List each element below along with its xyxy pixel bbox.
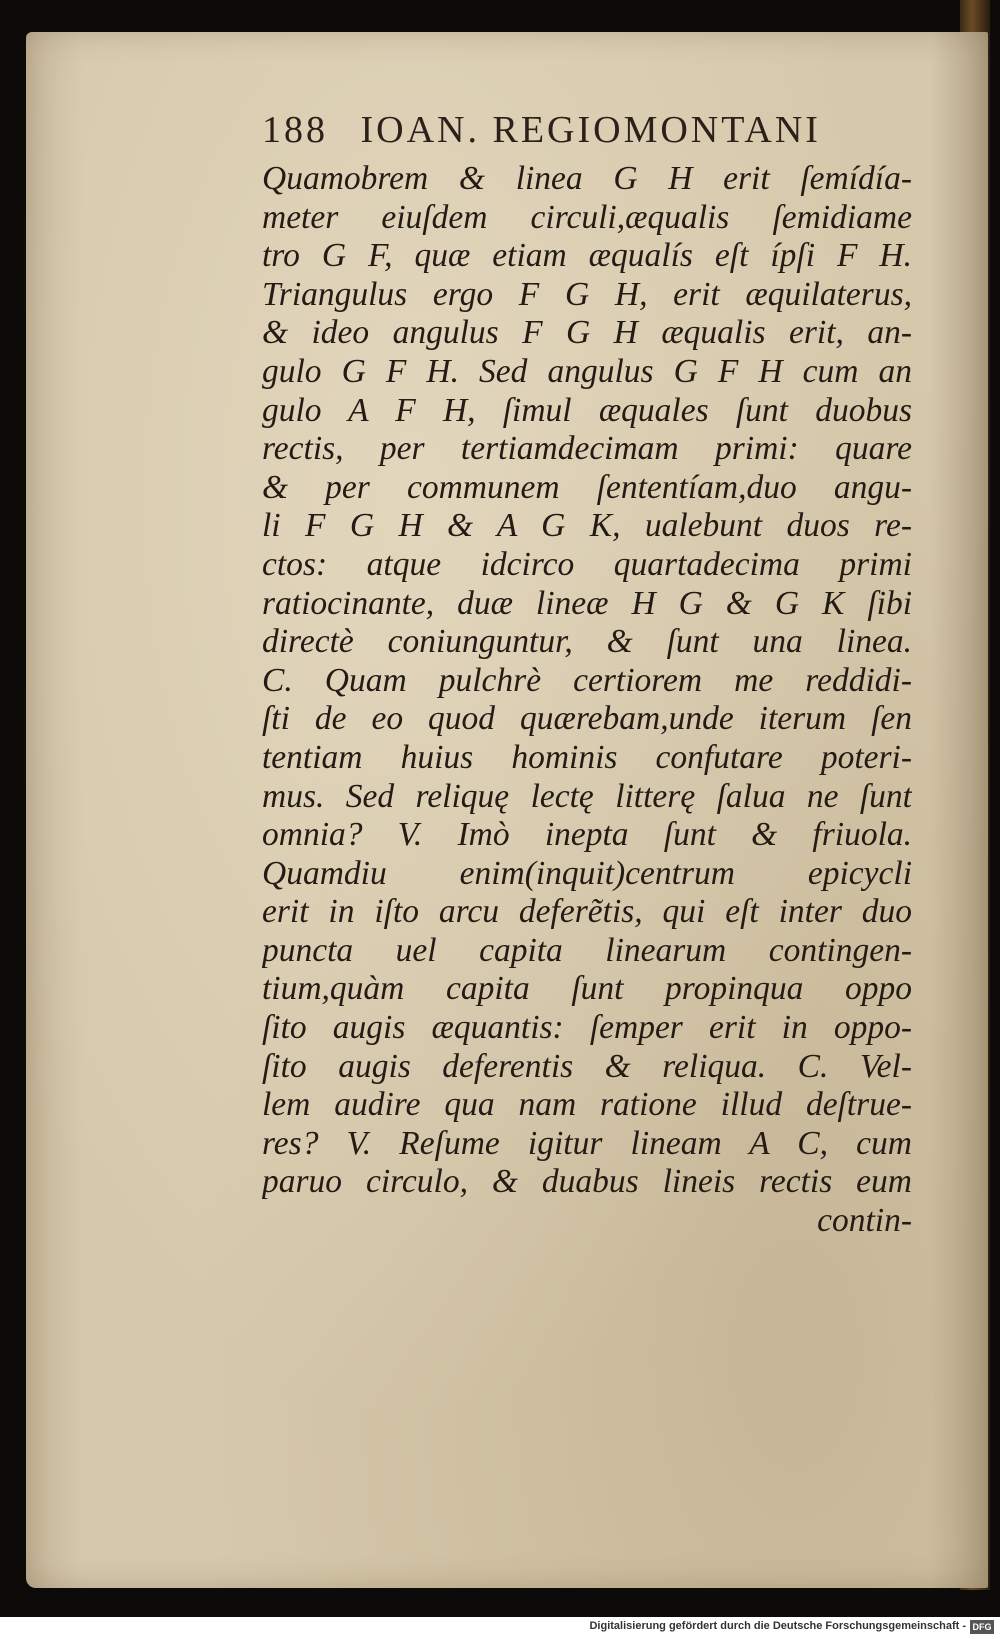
text-line: erit in iſto arcu deferẽtis, qui eſt inter duo — [262, 893, 912, 931]
text-line: ſti de eo quod quærebam,unde iterum ſen — [262, 700, 912, 738]
text-line: & per communem ſententíam,duo angu- — [262, 468, 912, 506]
text-line: Triangulus ergo F G H, erit æquilaterus, — [262, 275, 912, 313]
text-line: ſito augis æquantis: ſemper erit in oppo- — [262, 1009, 912, 1047]
text-line: ctos: atque idcirco quartadecima primi — [262, 545, 912, 583]
footer-bar — [0, 1617, 1000, 1639]
text-line: tro G F, quæ etiam æqualís eſt ípſi F H. — [262, 237, 912, 275]
catchword: contin- — [817, 1202, 912, 1240]
funding-credit: Digitalisierung gefördert durch die Deutsche Forschungsgemeinschaft - — [589, 1620, 966, 1632]
text-line: Quamdiu enim(inquit)centrum epicycli — [262, 854, 912, 892]
text-line: Quamobrem & linea G H erit ſemídía- — [262, 160, 912, 197]
dfg-logo: DFG — [970, 1620, 994, 1634]
running-title: IOAN. REGIOMONTANI — [360, 109, 821, 151]
text-line: & ideo angulus F G H æqualis erit, an- — [262, 314, 912, 352]
text-line: mus. Sed reliquę lectę litterę ſalua ne ſunt — [262, 777, 912, 815]
text-line: ſito augis deferentis & reliqua. C. Vel- — [262, 1047, 912, 1085]
text-block — [262, 160, 912, 1241]
text-line: meter eiuſdem circuli,æqualis ſemidiame — [262, 198, 912, 236]
text-line: res? V. Reſume igitur lineam A C, cum — [262, 1124, 912, 1162]
text-line: tentiam huius hominis confutare poteri- — [262, 738, 912, 776]
page-number: 188 — [262, 109, 328, 151]
text-line: li F G H & A G K, ualebunt duos re- — [262, 507, 912, 545]
text-line: paruo circulo, & duabus lineis rectis eum — [262, 1163, 912, 1201]
text-line: C. Quam pulchrè certiorem me reddidi- — [262, 661, 912, 699]
text-line: puncta uel capita linearum contingen- — [262, 931, 912, 969]
running-head — [262, 108, 821, 152]
text-line: ratiocinante, duæ lineæ H G & G K ſibi — [262, 584, 912, 622]
text-line: gulo A F H, ſimul æquales ſunt duobus — [262, 391, 912, 429]
text-line: rectis, per tertiamdecimam primi: quare — [262, 430, 912, 468]
text-line: directè coniunguntur, & ſunt una linea. — [262, 623, 912, 661]
text-line: omnia? V. Imò inepta ſunt & friuola. — [262, 816, 912, 854]
text-line: lem audire qua nam ratione illud deſtrue- — [262, 1086, 912, 1124]
text-line: tium,quàm capita ſunt propinqua oppo — [262, 970, 912, 1008]
text-line: gulo G F H. Sed angulus G F H cum an — [262, 352, 912, 390]
